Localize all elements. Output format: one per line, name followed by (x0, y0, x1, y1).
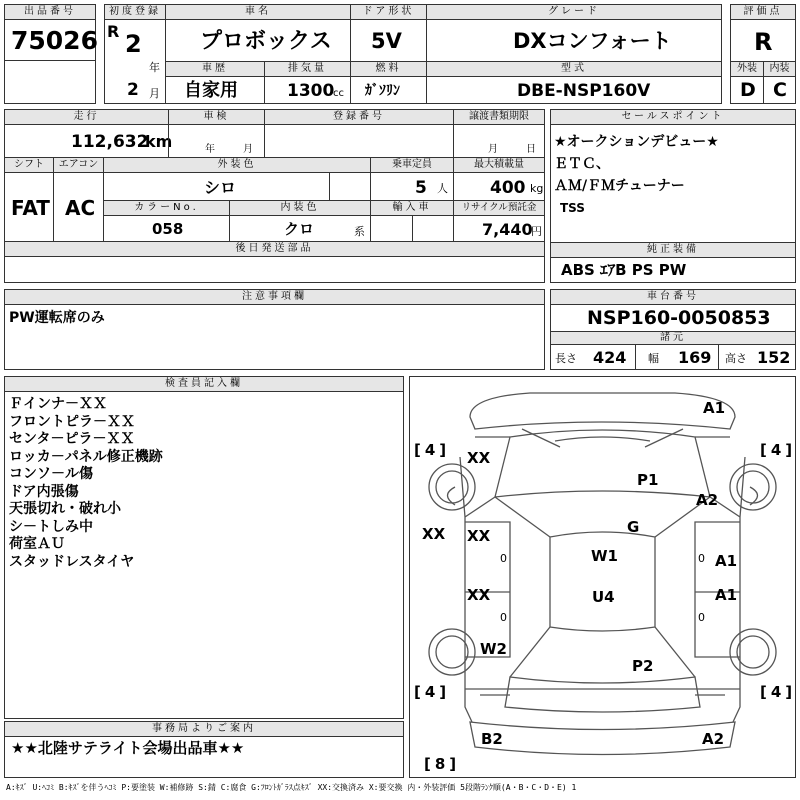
tire-fr-tread: [ 4 ] (760, 441, 793, 459)
shift-header: シフト (4, 157, 54, 173)
insp-year-unit: 年 (205, 144, 215, 155)
tire-fl-tread: [ 4 ] (414, 441, 447, 459)
ext-color-header: 外装色 (103, 157, 371, 173)
office-cell (4, 736, 404, 778)
door-zero: 0 (500, 552, 507, 565)
ext-color-code (329, 172, 371, 201)
int-color: クロ (284, 220, 315, 238)
inspector-note: 天張切れ・破れ小 (9, 501, 121, 517)
max-load-cell (453, 172, 545, 201)
shift-cell (4, 172, 54, 242)
door-zero: 0 (698, 552, 705, 565)
model-code: DBE-NSP160V (517, 81, 651, 101)
notes: PW運転席のみ (9, 310, 105, 326)
lot-no-cell (4, 19, 96, 61)
lot-no-lower (4, 60, 96, 104)
length: 424 (593, 348, 627, 367)
history: 自家用 (184, 80, 238, 101)
kg-unit: kg (530, 182, 544, 195)
car-diagram-svg (410, 377, 795, 777)
rear-bumper-shape (470, 722, 735, 755)
car-name: プロボックス (200, 29, 332, 54)
interior-cell (763, 76, 796, 104)
equipment-cell (550, 257, 796, 283)
door-zero: 0 (500, 611, 507, 624)
reg-month: 2 (127, 80, 139, 100)
insp-month-unit: 月 (243, 144, 253, 155)
damage-mark: A2 (696, 491, 719, 509)
transfer-cell (453, 124, 545, 158)
damage-mark: XX (467, 527, 491, 545)
fuel-header: 燃料 (350, 61, 427, 77)
fuel-cell (350, 76, 427, 104)
height-cell (718, 344, 796, 370)
car-name-cell (165, 19, 351, 62)
inspector-note: ロッカ－パネル修正機跡 (9, 448, 163, 465)
year-unit: 年 (149, 61, 160, 74)
aircon-cell (53, 172, 104, 242)
capacity: 5 (415, 178, 427, 198)
inspector-note: シ－トしみ中 (9, 518, 93, 535)
damage-mark: W2 (480, 640, 507, 658)
tire-rl-tread: [ 4 ] (414, 683, 447, 701)
front-bumper-shape (470, 393, 735, 429)
color-no-cell (103, 215, 230, 242)
width: 169 (678, 348, 712, 367)
max-load: 400 (490, 178, 526, 198)
notes-cell (4, 304, 545, 370)
height-label: 高さ (725, 352, 747, 365)
score-header: 評価点 (730, 4, 796, 20)
exterior-header: 外装 (730, 61, 764, 77)
right-side-shape (695, 437, 745, 722)
damage-mark: XX (467, 449, 491, 467)
color-no-header: カラーNo. (103, 200, 230, 216)
sales-point-2: ＥＴＣ、 (554, 156, 610, 172)
equipment: ABS ｴｱB PS PW (561, 261, 687, 279)
damage-mark: XX (467, 586, 491, 604)
inspector-note: センタ－ピラ－ＸＸ (9, 431, 135, 447)
inspector-header: 検査員記入欄 (4, 376, 404, 392)
ext-color-cell (103, 172, 330, 201)
hood-shape (495, 430, 710, 497)
damage-mark: G (627, 518, 640, 536)
int-color-cell (229, 215, 371, 242)
damage-legend: A:ｷｽﾞ U:ﾍｺﾐ B:ｷｽﾞを伴うﾍｺﾐ P:要塗装 W:補修跡 S:錆 C:腐食 G:ﾌﾛﾝﾄｶﾞﾗｽ点ｷｽﾞ XX:交換済み X:要交換 内・外装評価 5段階ﾗﾝｸ順(A・B・C・D・E) 1 (6, 783, 577, 792)
yen-unit: 円 (531, 225, 542, 238)
damage-mark: W1 (591, 547, 618, 565)
ext-color: シロ (204, 178, 237, 197)
chassis-header: 車台番号 (550, 289, 796, 305)
int-color-header: 内装色 (229, 200, 371, 216)
sales-point-header: セールスポイント (550, 109, 796, 125)
sales-point-3: ＡＭ/ＦＭチューナー (554, 178, 685, 194)
model-code-cell (426, 76, 722, 104)
damage-mark: A1 (715, 586, 738, 604)
damage-mark: P2 (632, 657, 654, 675)
sales-point-1: ★オークションデビュー★ (554, 134, 719, 150)
damage-mark: A1 (715, 552, 738, 570)
height: 152 (757, 348, 791, 367)
lot-number: 75026 (11, 26, 98, 55)
inspector-note: 荷室ＡＵ (9, 536, 65, 552)
month-unit: 月 (149, 87, 160, 100)
displacement-header: 排気量 (264, 61, 351, 77)
interior-grade: C (773, 79, 787, 101)
mileage-header: 走行 (4, 109, 169, 125)
displacement-cell (264, 76, 351, 104)
specs-header: 諸元 (550, 331, 796, 345)
era-label: R (107, 22, 120, 41)
recycle-fee: 7,440 (482, 220, 533, 239)
kei-unit: 系 (354, 225, 365, 238)
inspector-note: スタッドレスタイヤ (9, 553, 135, 570)
score: R (754, 28, 773, 56)
grade-header: グレード (426, 4, 722, 20)
equipment-header: 純正装備 (550, 242, 796, 258)
transfer-header: 譲渡書類期限 (453, 109, 545, 125)
first-reg-header: 初度登録 (104, 4, 166, 20)
max-load-header: 最大積載量 (453, 157, 545, 173)
first-reg-cell (104, 19, 166, 104)
inspection-cell (168, 124, 265, 158)
car-name-header: 車名 (165, 4, 351, 20)
length-label: 長さ (555, 352, 577, 365)
notes-header: 注意事項欄 (4, 289, 545, 305)
transfer-day-unit: 日 (526, 144, 536, 155)
score-cell (730, 19, 796, 62)
import-cell (370, 215, 454, 242)
history-header: 車歴 (165, 61, 265, 77)
damage-mark: XX (422, 525, 446, 543)
history-cell (165, 76, 265, 104)
office-notice: ★★北陸サテライト会場出品車★★ (11, 739, 245, 757)
exterior-grade: D (740, 79, 756, 101)
model-code-header: 型式 (426, 61, 722, 77)
interior-header: 内装 (763, 61, 796, 77)
door-zero: 0 (698, 611, 705, 624)
capacity-cell (370, 172, 454, 201)
sales-point-4: TSS (560, 201, 585, 215)
recycle-header: リサイクル預託金 (453, 200, 545, 216)
tire-rr-tread: [ 4 ] (760, 683, 793, 701)
length-cell (550, 344, 636, 370)
transfer-month-unit: 月 (488, 144, 498, 155)
person-unit: 人 (437, 182, 448, 195)
km-unit: km (145, 132, 173, 151)
door-type: 5V (371, 29, 402, 53)
import-header: 輸入車 (370, 200, 454, 216)
door-header: ドア形状 (350, 4, 427, 20)
aircon-header: エアコン (53, 157, 104, 173)
inspection-header: 車検 (168, 109, 265, 125)
later-parts-cell (4, 256, 545, 283)
inspector-cell (4, 391, 404, 719)
width-label: 幅 (648, 352, 659, 365)
displacement: 1300 (287, 81, 335, 101)
reg-no-header: 登録番号 (264, 109, 454, 125)
door-cell (350, 19, 427, 62)
inspector-note: フロントピラ－ＸＸ (9, 413, 135, 430)
fuel: ｶﾞｿﾘﾝ (365, 83, 400, 99)
aircon: AC (65, 196, 96, 220)
inspector-note: コンソ－ル傷 (9, 466, 93, 482)
damage-mark: B2 (481, 730, 503, 748)
mileage: 112,632 (71, 132, 149, 152)
grade-cell (426, 19, 722, 62)
grade: DXコンフォート (513, 29, 672, 53)
inspector-note: Ｆインナ－ＸＸ (9, 396, 107, 412)
sales-point-cell (550, 124, 796, 243)
lot-no-header: 出品番号 (4, 4, 96, 20)
spare-tire-tread: [ 8 ] (424, 755, 457, 773)
width-cell (635, 344, 719, 370)
inspector-note: ドア内張傷 (9, 483, 79, 500)
rear-shape (505, 677, 700, 712)
cc-unit: cc (333, 88, 344, 99)
capacity-header: 乗車定員 (370, 157, 454, 173)
damage-mark: P1 (637, 471, 659, 489)
chassis-cell (550, 304, 796, 332)
color-no: 058 (152, 220, 184, 238)
later-parts-header: 後日発送部品 (4, 241, 545, 257)
office-header: 事務局よりご案内 (4, 721, 404, 737)
chassis-no: NSP160-0050853 (587, 307, 771, 329)
mileage-cell (4, 124, 173, 158)
exterior-cell (730, 76, 764, 104)
reg-year: 2 (125, 30, 142, 58)
reg-no-cell (264, 124, 454, 158)
damage-mark: A2 (702, 730, 725, 748)
damage-diagram (409, 376, 796, 778)
damage-mark: A1 (703, 399, 726, 417)
left-side-shape (460, 437, 510, 722)
shift: FAT (11, 196, 50, 220)
recycle-cell (453, 215, 545, 242)
damage-mark: U4 (592, 588, 615, 606)
